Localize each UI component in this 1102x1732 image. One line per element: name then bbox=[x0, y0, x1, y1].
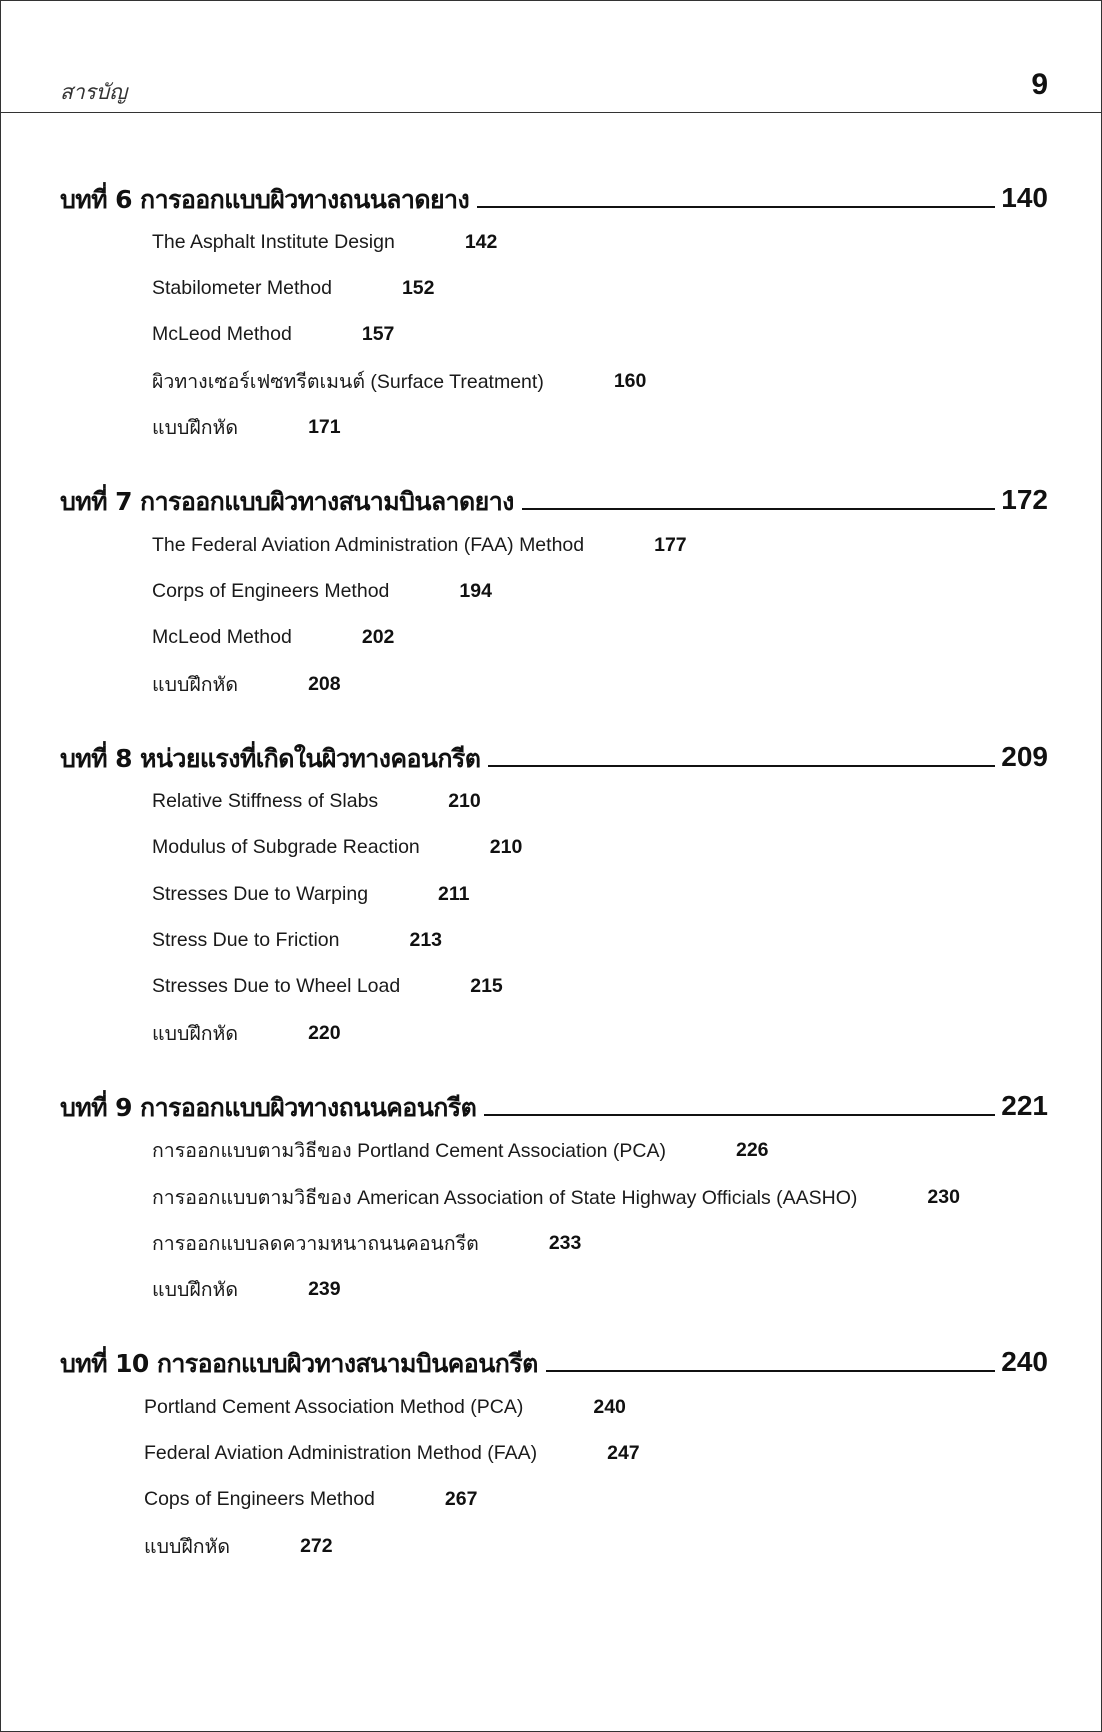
toc-entry[interactable] bbox=[152, 833, 522, 861]
entry-page-number: 230 bbox=[927, 1185, 960, 1208]
toc-entry[interactable] bbox=[152, 320, 394, 348]
toc-entry[interactable] bbox=[152, 926, 442, 954]
entry-title: Stresses Due to Warping bbox=[152, 882, 369, 905]
chapter-title: บทที่ 9 การออกแบบผิวทางถนนคอนกรีต bbox=[60, 1093, 477, 1122]
chapter-8-heading[interactable] bbox=[60, 731, 1048, 771]
toc-entry[interactable] bbox=[152, 1229, 581, 1257]
leader-line bbox=[488, 765, 995, 767]
toc-entry[interactable] bbox=[152, 577, 492, 605]
toc-entry[interactable] bbox=[152, 1019, 341, 1047]
chapter-6-heading[interactable] bbox=[60, 172, 1048, 212]
toc-entry[interactable] bbox=[152, 972, 503, 1000]
entry-title: McLeod Method bbox=[152, 322, 292, 345]
toc-entry[interactable] bbox=[152, 787, 481, 815]
entry-title: Stabilometer Method bbox=[152, 276, 332, 299]
chapter-9-heading[interactable] bbox=[60, 1080, 1048, 1120]
entry-title: Modulus of Subgrade Reaction bbox=[152, 835, 420, 858]
entry-page-number: 210 bbox=[448, 789, 481, 812]
chapter-title: บทที่ 8 หน่วยแรงที่เกิดในผิวทางคอนกรีต bbox=[60, 744, 481, 773]
toc-entry[interactable] bbox=[152, 670, 341, 698]
entry-title: The Federal Aviation Administration (FAA) Method bbox=[152, 533, 585, 556]
chapter-page-number: 209 bbox=[1001, 741, 1048, 772]
chapter-7-heading[interactable] bbox=[60, 474, 1048, 514]
entry-page-number: 233 bbox=[548, 1231, 582, 1254]
toc-entry[interactable] bbox=[152, 1275, 341, 1303]
leader-line bbox=[546, 1370, 996, 1372]
chapter-10-heading[interactable] bbox=[60, 1336, 1048, 1376]
chapter-page-number: 172 bbox=[1001, 484, 1048, 515]
entry-page-number: 213 bbox=[409, 928, 443, 951]
entry-title: แบบฝึกหัด bbox=[152, 1278, 239, 1301]
entry-title: การออกแบบตามวิธีของ American Association of State Highway Officials (AASHO) bbox=[152, 1186, 858, 1209]
entry-page-number: 142 bbox=[464, 230, 498, 253]
toc-entry[interactable] bbox=[144, 1439, 640, 1467]
entry-page-number: 211 bbox=[438, 882, 470, 905]
entry-title: แบบฝึกหัด bbox=[152, 1022, 239, 1045]
entry-page-number: 157 bbox=[361, 322, 395, 345]
toc-entry[interactable] bbox=[152, 228, 497, 256]
leader-line bbox=[522, 508, 996, 510]
entry-title: Federal Aviation Administration Method (FAA) bbox=[144, 1441, 538, 1464]
entry-title: ผิวทางเซอร์เฟซทรีตเมนต์ (Surface Treatment) bbox=[152, 370, 544, 393]
leader-line bbox=[477, 206, 995, 208]
entry-page-number: 210 bbox=[489, 835, 523, 858]
entry-page-number: 177 bbox=[654, 533, 687, 556]
chapter-page-number: 140 bbox=[1001, 182, 1048, 213]
toc-entry[interactable] bbox=[144, 1393, 626, 1421]
entry-page-number: 247 bbox=[607, 1441, 640, 1464]
entry-title: แบบฝึกหัด bbox=[152, 416, 239, 439]
entry-title: Portland Cement Association Method (PCA) bbox=[144, 1395, 524, 1418]
entry-page-number: 267 bbox=[444, 1487, 478, 1510]
toc-entry[interactable] bbox=[152, 1136, 769, 1164]
chapter-title: บทที่ 6 การออกแบบผิวทางถนนลาดยาง bbox=[60, 185, 470, 214]
entry-page-number: 171 bbox=[308, 415, 341, 438]
toc-entry[interactable] bbox=[144, 1485, 477, 1513]
page-number: 9 bbox=[1031, 68, 1048, 101]
toc-entry[interactable] bbox=[152, 531, 687, 559]
toc-entry[interactable] bbox=[152, 274, 434, 302]
entry-page-number: 202 bbox=[361, 625, 395, 648]
chapter-title: บทที่ 7 การออกแบบผิวทางสนามบินลาดยาง bbox=[60, 487, 514, 516]
entry-page-number: 208 bbox=[308, 672, 341, 695]
entry-title: Relative Stiffness of Slabs bbox=[152, 789, 379, 812]
entry-page-number: 194 bbox=[459, 579, 492, 602]
entry-title: The Asphalt Institute Design bbox=[152, 230, 395, 253]
toc-entry[interactable] bbox=[152, 880, 470, 908]
entry-page-number: 220 bbox=[308, 1021, 341, 1044]
chapter-page-number: 221 bbox=[1001, 1090, 1048, 1121]
entry-page-number: 215 bbox=[470, 974, 503, 997]
running-title: สารบัญ bbox=[60, 80, 128, 104]
entry-title: Stress Due to Friction bbox=[152, 928, 340, 951]
chapter-title: บทที่ 10 การออกแบบผิวทางสนามบินคอนกรีต bbox=[60, 1349, 538, 1378]
toc-entry[interactable] bbox=[152, 367, 646, 395]
entry-title: Cops of Engineers Method bbox=[144, 1487, 375, 1510]
leader-line bbox=[484, 1114, 995, 1116]
chapter-page-number: 240 bbox=[1001, 1346, 1048, 1377]
entry-page-number: 239 bbox=[308, 1277, 341, 1300]
toc-entry[interactable] bbox=[152, 1183, 960, 1211]
entry-page-number: 240 bbox=[593, 1395, 626, 1418]
toc-entry[interactable] bbox=[152, 623, 394, 651]
toc-entry[interactable] bbox=[152, 413, 341, 441]
page-header bbox=[0, 0, 1102, 113]
entry-page-number: 272 bbox=[300, 1534, 333, 1557]
entry-title: McLeod Method bbox=[152, 625, 292, 648]
toc-entry[interactable] bbox=[144, 1532, 333, 1560]
entry-title: การออกแบบลดความหนาถนนคอนกรีต bbox=[152, 1232, 479, 1255]
entry-title: แบบฝึกหัด bbox=[144, 1535, 231, 1558]
entry-page-number: 226 bbox=[735, 1138, 769, 1161]
entry-page-number: 160 bbox=[613, 369, 647, 392]
entry-page-number: 152 bbox=[401, 276, 435, 299]
entry-title: Corps of Engineers Method bbox=[152, 579, 390, 602]
entry-title: Stresses Due to Wheel Load bbox=[152, 974, 401, 997]
entry-title: แบบฝึกหัด bbox=[152, 673, 239, 696]
entry-title: การออกแบบตามวิธีของ Portland Cement Association (PCA) bbox=[152, 1139, 666, 1162]
